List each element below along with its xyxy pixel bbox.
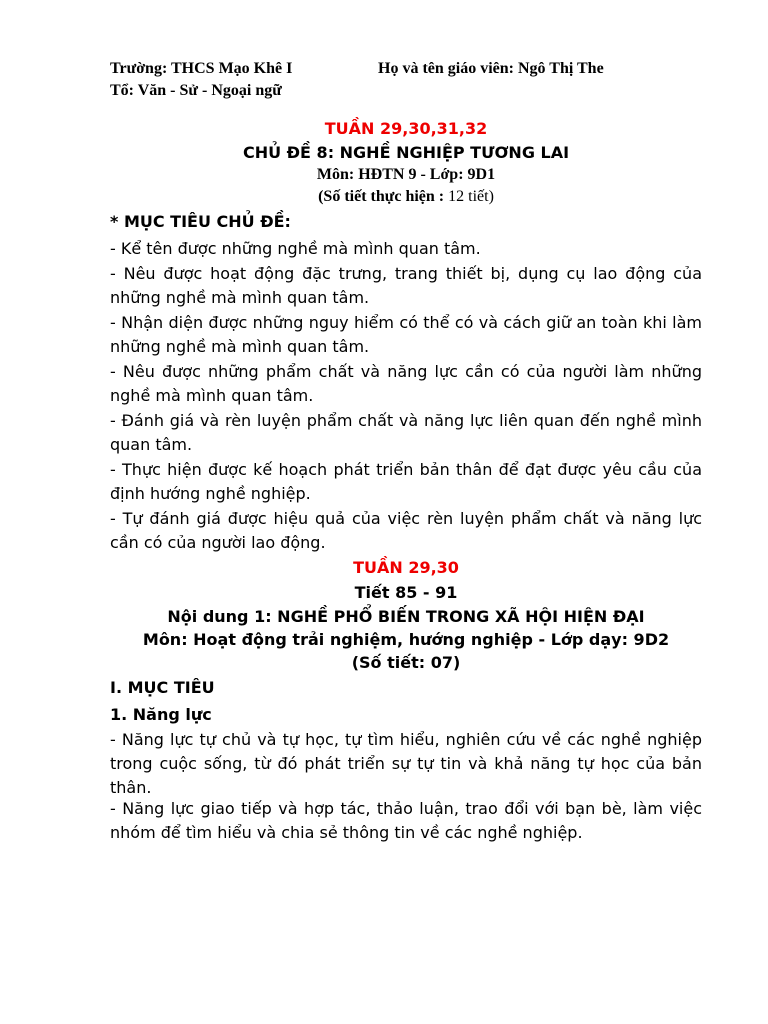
competence-heading: 1. Năng lực [110, 705, 212, 724]
content-title: Nội dung 1: NGHỀ PHỔ BIẾN TRONG XÃ HỘI HIỆN ĐẠI [167, 607, 645, 626]
goal-item: - Nêu được hoạt động đặc trưng, trang thiết bị, dụng cụ lao động của những nghề mà mình quan tâm. [110, 264, 702, 307]
periods-line [110, 186, 702, 208]
school-label: Trường: [110, 60, 168, 77]
goal-item: - Nhận diện được những nguy hiểm có thể có và cách giữ an toàn khi làm những nghề mà mình quan tâm. [110, 313, 702, 356]
goal-item: - Nêu được những phẩm chất và năng lực cần có của người làm những nghề mà mình quan tâm. [110, 362, 702, 405]
school-line [110, 58, 292, 80]
goal-item: - Đánh giá và rèn luyện phẩm chất và năng lực liên quan đến nghề mình quan tâm. [110, 411, 702, 454]
goal-item: - Tự đánh giá được hiệu quả của việc rèn luyện phẩm chất và năng lực cần có của người lao động. [110, 509, 702, 552]
goal-item: - Thực hiện được kế hoạch phát triển bản thân để đạt được yêu cầu của định hướng nghề nghiệp. [110, 460, 702, 503]
school-info [110, 58, 292, 102]
lesson-periods: Tiết 85 - 91 [354, 583, 458, 602]
lesson-weeks-title: TUẦN 29,30 [353, 558, 459, 577]
teacher-label: Họ và tên giáo viên: [378, 60, 514, 77]
team-line: Tổ: Văn - Sử - Ngoại ngữ [110, 82, 282, 99]
objective-item: - Năng lực tự chủ và tự học, tự tìm hiểu, nghiên cứu về các nghề nghiệp trong cuộc sống, từ đó phát triển sự tự tin và khả năng tự học của bản thân. [110, 730, 702, 797]
objectives-heading: I. MỤC TIÊU [110, 678, 215, 697]
lesson-count: (Số tiết: 07) [351, 653, 461, 672]
periods-value: 12 tiết) [448, 188, 494, 205]
periods-label: (Số tiết thực hiện : [318, 188, 445, 205]
goal-item: - Kể tên được những nghề mà mình quan tâm. [110, 239, 481, 258]
objective-item: - Năng lực giao tiếp và hợp tác, thảo luận, trao đổi với bạn bè, làm việc nhóm để tìm hiểu và chia sẻ thông tin về các nghề nghiệp. [110, 799, 702, 842]
weeks-title: TUẦN 29,30,31,32 [324, 119, 488, 138]
teacher-info [378, 58, 604, 80]
subject-line: Môn: HĐTN 9 - Lớp: 9D1 [316, 166, 496, 183]
goals-heading: * MỤC TIÊU CHỦ ĐỀ: [110, 212, 291, 231]
topic-title: CHỦ ĐỀ 8: NGHỀ NGHIỆP TƯƠNG LAI [242, 143, 570, 162]
school-name: THCS Mạo Khê I [171, 60, 293, 77]
lesson-subject: Môn: Hoạt động trải nghiệm, hướng nghiệp - Lớp dạy: 9D2 [142, 630, 670, 649]
teacher-name: Ngô Thị The [518, 60, 604, 77]
